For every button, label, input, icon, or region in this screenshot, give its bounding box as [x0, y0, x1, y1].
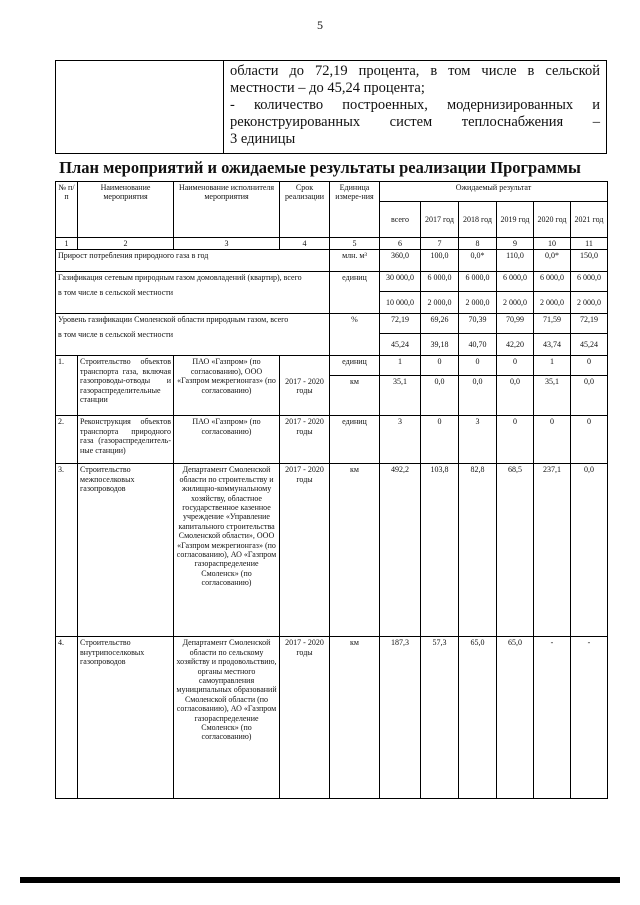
top-text-cell: [224, 61, 606, 153]
measure-value: 0: [571, 356, 608, 376]
header-no: № п/п: [56, 182, 78, 238]
summary-value: 70,39: [459, 314, 497, 334]
measure-name: Реконструкция объектов транспорта природного газа (газораспределитель-ные станции): [78, 416, 174, 464]
measure-term: 2017 - 2020 годы: [280, 416, 330, 464]
gasification-sublabel: в том числе в сельской местности: [58, 287, 174, 297]
header-total: всего: [380, 202, 421, 238]
top-line: - количество построенных, модернизированных и: [230, 97, 600, 113]
measure-executor: ПАО «Газпром» (по согласованию), ООО «Газпром межрегионгаз» (по согласованию): [174, 356, 280, 416]
top-line: местности – до 45,24 процента;: [230, 80, 425, 96]
summary-value: 72,19: [571, 314, 608, 334]
measure-value: 0,0: [571, 464, 608, 637]
summary-rural-value: 45,24: [571, 334, 608, 356]
col-number: 4: [280, 238, 330, 250]
summary-rural-value: 42,20: [497, 334, 534, 356]
measure-value: 65,0: [497, 637, 534, 799]
level-label: Уровень газификации Смоленской области природным газом, всего: [58, 315, 289, 325]
col-number: 5: [330, 238, 380, 250]
col-number: 11: [571, 238, 608, 250]
measure-value: 0: [571, 416, 608, 464]
measure-executor: Департамент Смоленской области по сельскому хозяйству и продовольствию, органы местного самоуправления муниципальных образований Смоленской области (по согласованию), АО «Газпром газораспределение Смоленск» (по согласованию): [174, 637, 280, 799]
header-year: 2018 год: [459, 202, 497, 238]
col-number: 10: [534, 238, 571, 250]
summary-unit: млн. м³: [330, 250, 380, 272]
top-empty-cell: [56, 61, 224, 153]
measure-value: 35,1: [380, 376, 421, 416]
page-number: 5: [317, 18, 323, 32]
summary-unit: единиц: [330, 272, 380, 314]
measure-value: 0,0: [421, 376, 459, 416]
header-year: 2020 год: [534, 202, 571, 238]
measure-value: 0: [421, 416, 459, 464]
summary-value: 0,0*: [459, 250, 497, 272]
summary-rural-value: 2 000,0: [534, 292, 571, 314]
summary-rural-value: 40,70: [459, 334, 497, 356]
col-number: 1: [56, 238, 78, 250]
measure-value: 103,8: [421, 464, 459, 637]
measure-value: 0: [497, 416, 534, 464]
measure-unit: км: [330, 637, 380, 799]
measure-value: 35,1: [534, 376, 571, 416]
summary-rural-value: 2 000,0: [497, 292, 534, 314]
measure-value: 3: [380, 416, 421, 464]
header-year: 2019 год: [497, 202, 534, 238]
measure-value: 1: [534, 356, 571, 376]
col-number: 8: [459, 238, 497, 250]
measure-executor: Департамент Смоленской области по строительству и жилищно-коммунальному хозяйству, областное государственное казенное учреждение «Управление капитального строительства Смоленской области», ООО «Газпром межрегионгаз» (по согласованию), АО «Газпром газораспределение Смоленск» (по согласованию): [174, 464, 280, 637]
measure-value: 68,5: [497, 464, 534, 637]
top-line: реконструированных систем теплоснабжения –: [230, 114, 600, 130]
measure-unit: единиц: [330, 416, 380, 464]
row-number: 2.: [56, 416, 78, 464]
header-executor: Наименование исполнителя мероприятия: [174, 182, 280, 238]
summary-value: 100,0: [421, 250, 459, 272]
measure-name: Строительство внутрипоселковых газопроводов: [78, 637, 174, 799]
measure-value: -: [571, 637, 608, 799]
summary-value: 6 000,0: [534, 272, 571, 292]
header-year: 2017 год: [421, 202, 459, 238]
bottom-rule: [20, 877, 620, 883]
measure-value: -: [534, 637, 571, 799]
measure-value: 0: [534, 416, 571, 464]
summary-rural-value: 39,18: [421, 334, 459, 356]
measure-value: 3: [459, 416, 497, 464]
summary-value: 150,0: [571, 250, 608, 272]
summary-value: 71,59: [534, 314, 571, 334]
col-number: 7: [421, 238, 459, 250]
measure-unit: км: [330, 376, 380, 416]
row-number: 3.: [56, 464, 78, 637]
header-expected: Ожидаемый результат: [380, 182, 608, 202]
measure-term: 2017 - 2020 годы: [280, 637, 330, 799]
summary-value: 6 000,0: [571, 272, 608, 292]
top-continuation-table: [55, 60, 607, 154]
measure-unit: единиц: [330, 356, 380, 376]
measure-value: 0,0: [571, 376, 608, 416]
gasification-label: Газификация сетевым природным газом домовладений (квартир), всего: [58, 273, 302, 283]
summary-rural-value: 10 000,0: [380, 292, 421, 314]
summary-value: 30 000,0: [380, 272, 421, 292]
level-sublabel: в том числе в сельской местности: [58, 329, 174, 339]
measure-value: 1: [380, 356, 421, 376]
header-year: 2021 год: [571, 202, 608, 238]
summary-value: 72,19: [380, 314, 421, 334]
measure-value: 0,0: [459, 376, 497, 416]
col-number: 3: [174, 238, 280, 250]
summary-unit: %: [330, 314, 380, 356]
summary-value: 360,0: [380, 250, 421, 272]
summary-rural-value: 2 000,0: [459, 292, 497, 314]
plan-table: [55, 181, 608, 799]
measure-term: 2017 - 2020 годы: [280, 356, 330, 416]
measure-value: 65,0: [459, 637, 497, 799]
measure-value: 0: [421, 356, 459, 376]
measure-unit: км: [330, 464, 380, 637]
measure-value: 82,8: [459, 464, 497, 637]
measure-value: 237,1: [534, 464, 571, 637]
summary-value: 6 000,0: [497, 272, 534, 292]
top-line: области до 72,19 процента, в том числе в сельской: [230, 63, 600, 79]
summary-gasification-label: [56, 272, 330, 314]
summary-rural-value: 45,24: [380, 334, 421, 356]
summary-value: 6 000,0: [421, 272, 459, 292]
summary-level-label: [56, 314, 330, 356]
header-name: Наименование мероприятия: [78, 182, 174, 238]
col-number: 2: [78, 238, 174, 250]
top-line: 3 единицы: [230, 131, 296, 147]
section-title: План мероприятий и ожидаемые результаты реализации Программы: [59, 158, 581, 177]
summary-value: 69,26: [421, 314, 459, 334]
summary-growth-label: Прирост потребления природного газа в год: [56, 250, 330, 272]
col-number: 6: [380, 238, 421, 250]
measure-value: 492,2: [380, 464, 421, 637]
summary-value: 70,99: [497, 314, 534, 334]
summary-rural-value: 2 000,0: [571, 292, 608, 314]
measure-term: 2017 - 2020 годы: [280, 464, 330, 637]
measure-value: 0,0: [497, 376, 534, 416]
row-number: 1.: [56, 356, 78, 416]
measure-executor: ПАО «Газпром» (по согласованию): [174, 416, 280, 464]
summary-value: 6 000,0: [459, 272, 497, 292]
measure-value: 0: [497, 356, 534, 376]
header-unit: Единица измере-ния: [330, 182, 380, 238]
measure-value: 187,3: [380, 637, 421, 799]
summary-rural-value: 2 000,0: [421, 292, 459, 314]
row-number: 4.: [56, 637, 78, 799]
summary-rural-value: 43,74: [534, 334, 571, 356]
header-term: Срок реализации: [280, 182, 330, 238]
measure-name: Строительство межпоселковых газопроводов: [78, 464, 174, 637]
measure-name: Строительство объектов транспорта газа, включая газопроводы-отводы и газораспределительные станции: [78, 356, 174, 416]
summary-value: 0,0*: [534, 250, 571, 272]
measure-value: 0: [459, 356, 497, 376]
col-number: 9: [497, 238, 534, 250]
measure-value: 57,3: [421, 637, 459, 799]
summary-value: 110,0: [497, 250, 534, 272]
